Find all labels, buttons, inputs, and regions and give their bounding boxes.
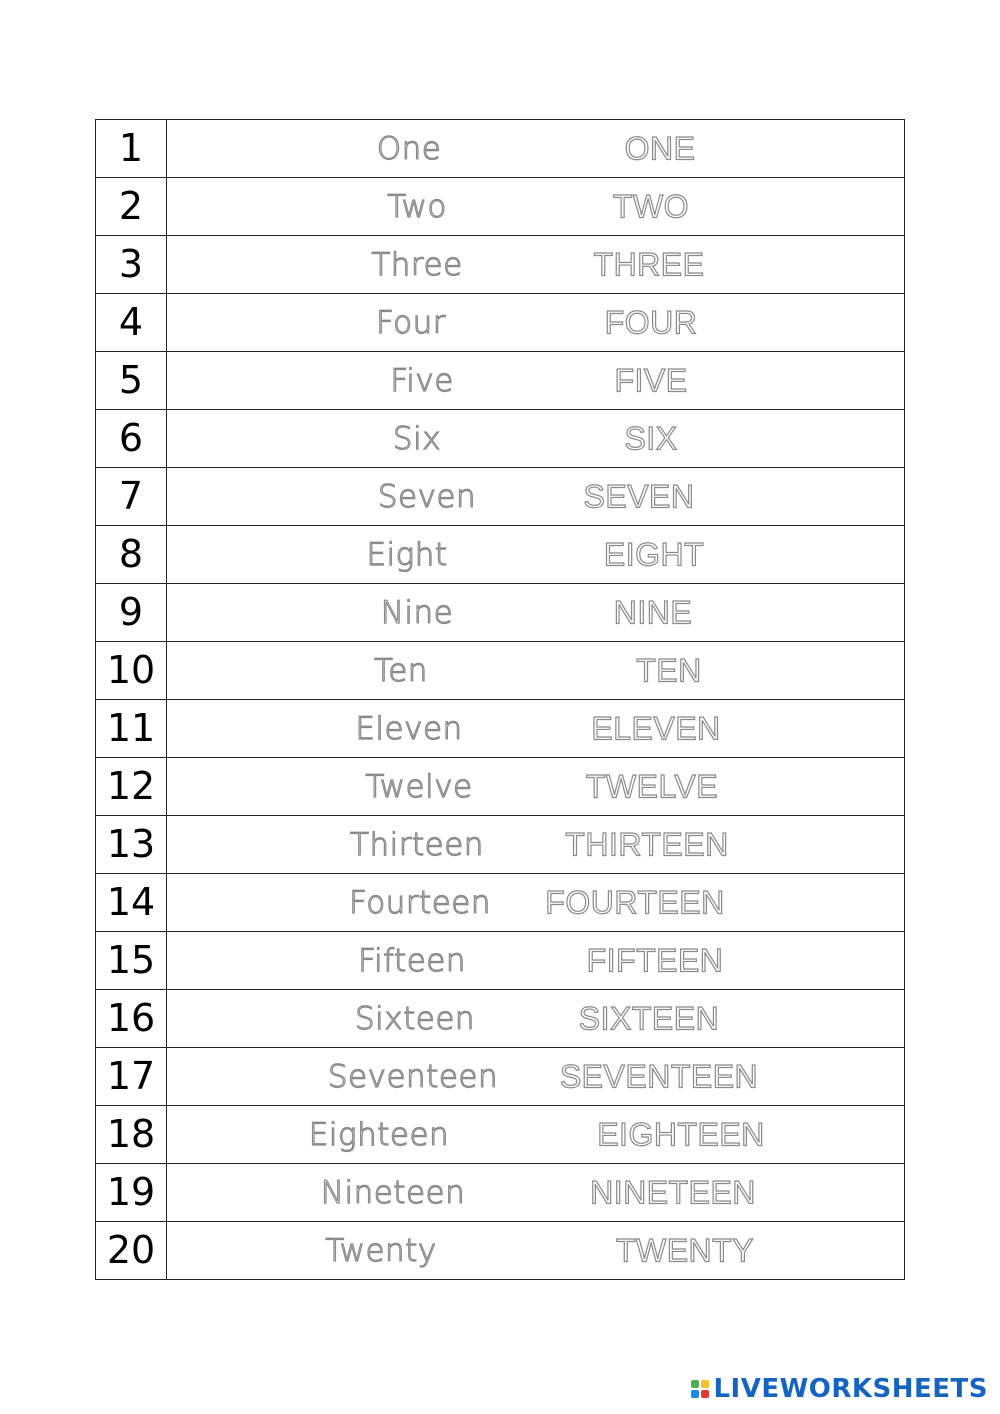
table-row [96, 990, 905, 1048]
number-cell: 2 [96, 178, 167, 236]
word-cell [167, 990, 905, 1048]
logo-square-red [701, 1390, 709, 1398]
traced-word-uppercase: ELEVEN [591, 710, 721, 746]
traced-word-lowercase: Seven [377, 478, 477, 515]
traced-word-uppercase: SIX [624, 420, 678, 456]
traced-word-uppercase: TEN [636, 652, 702, 688]
traced-word-lowercase: Ten [374, 652, 428, 689]
traced-word-uppercase: FIVE [614, 362, 688, 398]
traced-word-lowercase: Eleven [355, 710, 463, 747]
traced-word-uppercase: TWENTY [615, 1232, 755, 1268]
word-cell [167, 816, 905, 874]
table-row [96, 758, 905, 816]
number-cell: 11 [96, 700, 167, 758]
word-cell [167, 932, 905, 990]
traced-word-lowercase: Seventeen [327, 1058, 499, 1095]
traced-word-uppercase: THIRTEEN [565, 826, 729, 862]
number-cell: 10 [96, 642, 167, 700]
number-cell: 9 [96, 584, 167, 642]
table-row [96, 1164, 905, 1222]
table-row [96, 1222, 905, 1280]
traced-word-uppercase: THREE [593, 246, 705, 282]
table-row [96, 932, 905, 990]
number-cell: 20 [96, 1222, 167, 1280]
number-cell: 12 [96, 758, 167, 816]
traced-word-lowercase: Eight [366, 536, 448, 573]
traced-word-lowercase: Sixteen [354, 1000, 476, 1037]
traced-word-uppercase: FOUR [604, 304, 698, 340]
traced-word-lowercase: Two [387, 188, 447, 225]
number-cell: 7 [96, 468, 167, 526]
table-row [96, 700, 905, 758]
number-words-table [95, 119, 905, 1280]
logo-text: LIVEWORKSHEETS [713, 1374, 988, 1404]
number-cell: 1 [96, 120, 167, 178]
number-cell: 19 [96, 1164, 167, 1222]
number-cell: 4 [96, 294, 167, 352]
traced-word-uppercase: EIGHTEEN [597, 1116, 765, 1152]
word-cell [167, 642, 905, 700]
table-row [96, 410, 905, 468]
traced-word-lowercase: Fifteen [357, 942, 467, 979]
word-cell [167, 410, 905, 468]
logo-square-blue [691, 1390, 699, 1398]
word-cell [167, 1222, 905, 1280]
word-cell [167, 1164, 905, 1222]
word-cell [167, 874, 905, 932]
number-cell: 15 [96, 932, 167, 990]
word-cell [167, 1048, 905, 1106]
traced-word-lowercase: Eighteen [308, 1116, 450, 1153]
logo-square-yellow [701, 1380, 709, 1388]
traced-word-uppercase: ONE [624, 130, 696, 166]
traced-word-uppercase: FOURTEEN [545, 884, 725, 920]
traced-word-uppercase: NINE [613, 594, 693, 630]
table-row [96, 468, 905, 526]
table-row [96, 178, 905, 236]
word-cell [167, 468, 905, 526]
traced-word-lowercase: Five [390, 362, 454, 399]
word-cell [167, 352, 905, 410]
table-body [96, 120, 905, 1280]
traced-word-lowercase: Nineteen [320, 1174, 466, 1211]
number-cell: 8 [96, 526, 167, 584]
traced-word-uppercase: SEVEN [583, 478, 695, 514]
word-cell [167, 526, 905, 584]
traced-word-lowercase: Thirteen [350, 826, 484, 863]
traced-word-uppercase: SEVENTEEN [559, 1058, 759, 1094]
number-cell: 16 [96, 990, 167, 1048]
table-row [96, 642, 905, 700]
number-cell: 14 [96, 874, 167, 932]
traced-word-lowercase: Six [392, 420, 442, 457]
logo-square-green [691, 1380, 699, 1388]
traced-word-uppercase: TWO [612, 188, 690, 224]
liveworksheets-logo-icon [691, 1380, 709, 1398]
traced-word-uppercase: FIFTEEN [586, 942, 724, 978]
traced-word-uppercase: NINETEEN [590, 1174, 756, 1210]
word-cell [167, 236, 905, 294]
number-cell: 13 [96, 816, 167, 874]
liveworksheets-logo [691, 1374, 988, 1404]
word-cell [167, 758, 905, 816]
traced-word-lowercase: Four [375, 304, 447, 341]
number-cell: 18 [96, 1106, 167, 1164]
table-row [96, 584, 905, 642]
traced-word-uppercase: TWELVE [585, 768, 719, 804]
table-row [96, 874, 905, 932]
traced-word-lowercase: One [376, 130, 442, 167]
table-row [96, 526, 905, 584]
traced-word-lowercase: Twelve [365, 768, 473, 805]
number-cell: 17 [96, 1048, 167, 1106]
table-row [96, 1048, 905, 1106]
traced-word-lowercase: Nine [380, 594, 454, 631]
word-cell [167, 1106, 905, 1164]
traced-word-uppercase: EIGHT [603, 536, 705, 572]
word-cell [167, 120, 905, 178]
table-row [96, 352, 905, 410]
word-cell [167, 584, 905, 642]
table-row [96, 120, 905, 178]
traced-word-lowercase: Twenty [325, 1232, 437, 1269]
table-row [96, 1106, 905, 1164]
word-cell [167, 700, 905, 758]
table-row [96, 236, 905, 294]
word-cell [167, 178, 905, 236]
table-row [96, 294, 905, 352]
traced-word-lowercase: Three [371, 246, 463, 283]
traced-word-uppercase: SIXTEEN [578, 1000, 720, 1036]
number-cell: 5 [96, 352, 167, 410]
number-cell: 6 [96, 410, 167, 468]
number-cell: 3 [96, 236, 167, 294]
traced-word-lowercase: Fourteen [348, 884, 492, 921]
table-row [96, 816, 905, 874]
word-cell [167, 294, 905, 352]
